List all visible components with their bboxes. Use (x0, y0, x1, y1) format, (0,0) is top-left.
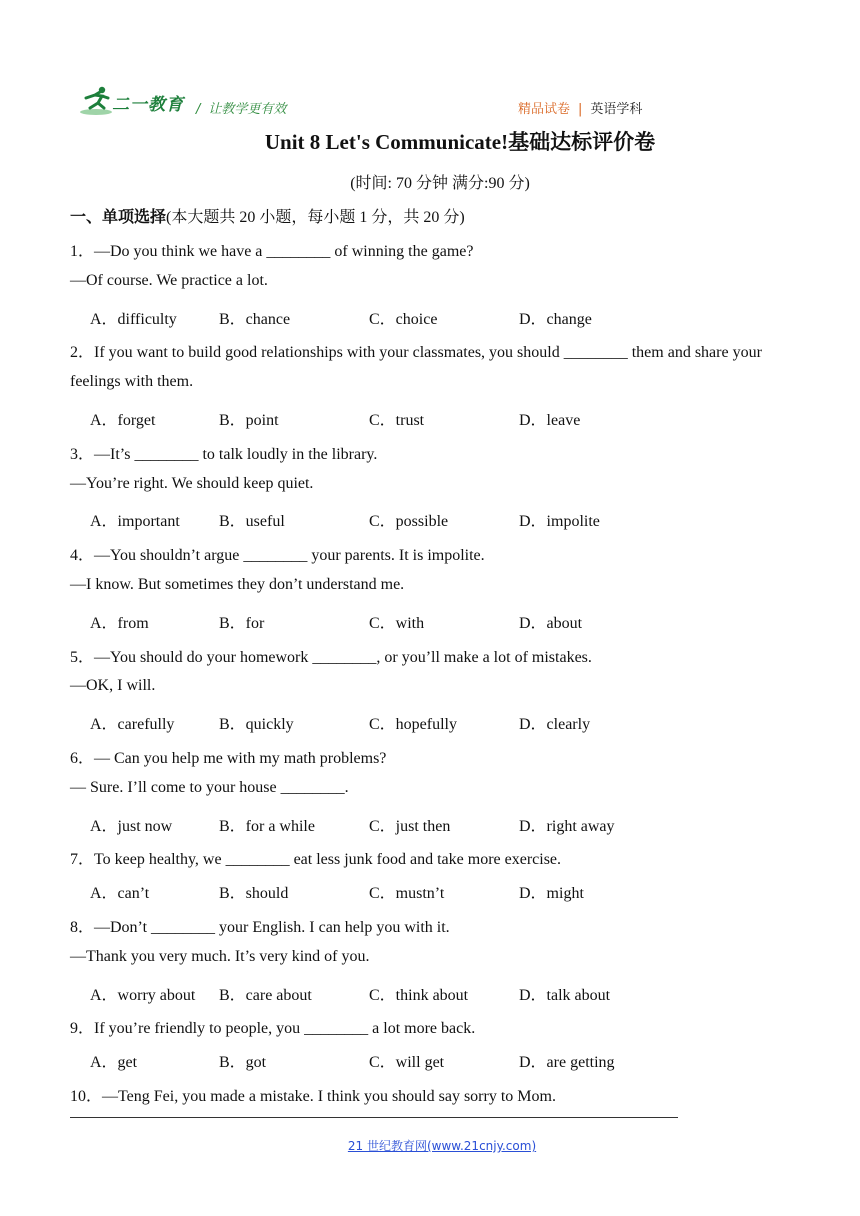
section-heading (70, 204, 465, 227)
question-response: — Sure. I’ll come to your house ________. (70, 778, 349, 796)
brand-logo (72, 84, 192, 118)
option-d: D．talk about (519, 986, 611, 1004)
question-stem: 5．—You should do your homework ________, or you’ll make a lot of mistakes. (70, 648, 592, 666)
question-response: —Thank you very much. It’s very kind of you. (70, 947, 370, 965)
option-a: A．difficulty (90, 310, 177, 328)
option-c: C．hopefully (369, 716, 457, 734)
option-a: A．important (90, 513, 180, 531)
option-d: D．leave (519, 412, 581, 429)
page-title: Unit 8 Let's Communicate!基础达标评价卷 (264, 130, 656, 154)
question-response: feelings with them. (70, 373, 194, 391)
question-response: —OK, I will. (70, 677, 156, 695)
option-b: B．care about (219, 986, 312, 1004)
slogan-text: 让教学更有效 (208, 102, 287, 117)
option-d: D．clearly (519, 716, 591, 734)
question-stem: 7．To keep healthy, we ________ eat less junk food and take more exercise. (70, 851, 562, 869)
option-c: C．mustn’t (369, 885, 445, 903)
option-c: C．think about (369, 986, 469, 1004)
option-c: C．possible (369, 513, 449, 531)
header-tags: 精品试卷 | 英语学科 (518, 102, 643, 117)
section-note: (本大题共 20 小题，每小题 1 分，共 20 分) (166, 209, 465, 226)
option-a: A．from (90, 614, 149, 632)
tag-subject: 英语学科 (590, 102, 643, 117)
option-b: B．should (219, 885, 289, 903)
page-header (72, 84, 692, 124)
option-b: B．for a while (219, 817, 315, 835)
question-stem: 1．—Do you think we have a ________ of winning the game? (70, 243, 474, 260)
footer-link[interactable]: 21 世纪教育网(www.21cnjy.com) (347, 1139, 537, 1153)
option-b: B．for (219, 614, 265, 632)
option-b: B．got (219, 1054, 267, 1072)
footer-divider (70, 1117, 678, 1118)
question-stem: 6．— Can you help me with my math problems? (70, 750, 387, 767)
page-subtitle: (时间: 70 分钟 满分:90 分) (350, 175, 530, 192)
question-stem: 3．—It’s ________ to talk loudly in the library. (70, 445, 378, 463)
option-d: D．change (519, 310, 592, 328)
section-title: 一、单项选择 (70, 209, 167, 226)
option-a: A．can’t (90, 885, 150, 903)
slogan: / 让教学更有效 (196, 102, 287, 117)
option-d: D．impolite (519, 513, 600, 531)
option-a: A．worry about (90, 986, 196, 1004)
option-d: D．about (519, 614, 583, 632)
question-stem: 4．—You shouldn’t argue ________ your parents. It is impolite. (70, 547, 485, 565)
option-b: B．quickly (219, 716, 294, 734)
option-c: C．with (369, 614, 425, 632)
question-stem: 10．—Teng Fei, you made a mistake. I think you should say sorry to Mom. (70, 1088, 556, 1105)
question-stem: 9．If you’re friendly to people, you ________ a lot more back. (70, 1020, 476, 1038)
runner-logo-icon (78, 84, 114, 116)
option-b: B．chance (219, 310, 291, 328)
logo-text: 二一教育 (112, 95, 184, 115)
question-response: —You’re right. We should keep quiet. (70, 474, 314, 492)
option-c: C．trust (369, 412, 425, 429)
option-c: C．will get (369, 1054, 445, 1072)
question-stem: 8．—Don’t ________ your English. I can help you with it. (70, 919, 450, 936)
question-response: —Of course. We practice a lot. (70, 271, 268, 289)
option-b: B．useful (219, 513, 285, 531)
option-a: A．forget (90, 412, 156, 429)
option-d: D．right away (519, 817, 615, 835)
option-d: D．might (519, 885, 584, 903)
option-c: C．choice (369, 310, 438, 328)
question-response: —I know. But sometimes they don’t understand me. (70, 576, 405, 593)
option-d: D．are getting (519, 1054, 615, 1072)
option-c: C．just then (369, 817, 451, 835)
option-b: B．point (219, 412, 279, 429)
question-stem: 2．If you want to build good relationships with your classmates, you should ________ them and share your (70, 344, 762, 362)
option-a: A．carefully (90, 716, 175, 734)
option-a: A．get (90, 1054, 138, 1072)
option-a: A．just now (90, 817, 173, 835)
tag-premium-paper: 精品试卷 (518, 102, 571, 117)
